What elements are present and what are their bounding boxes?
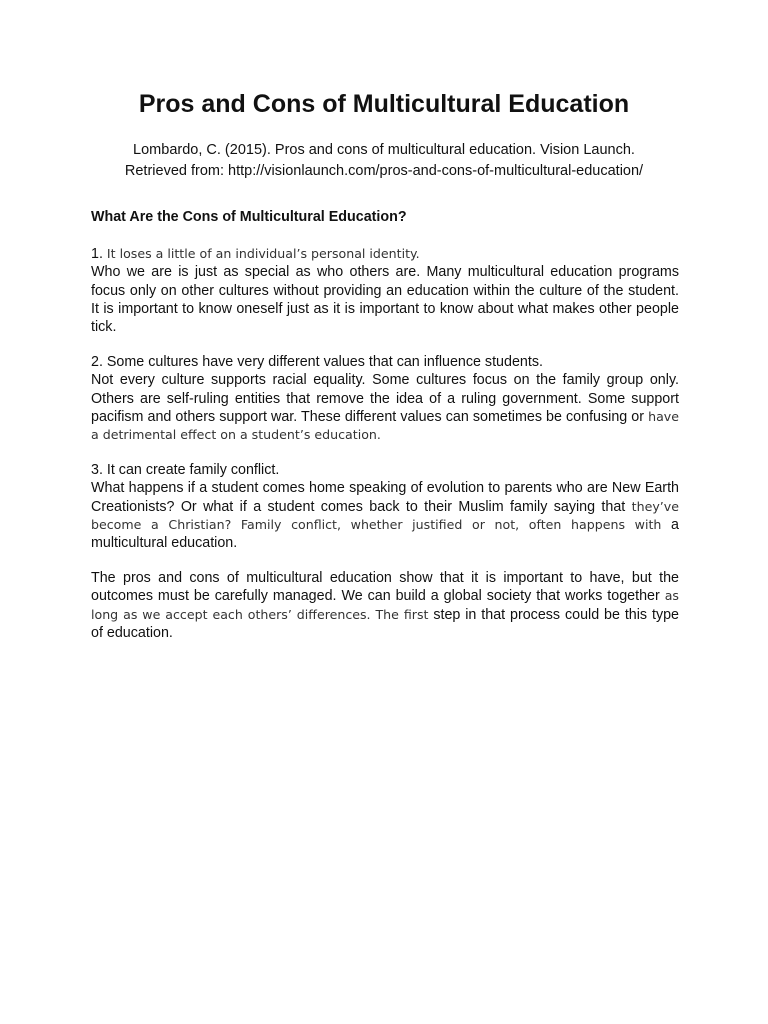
document-title: Pros and Cons of Multicultural Education	[138, 90, 630, 118]
document-body	[91, 208, 679, 659]
conclusion-part3: step in that process could be this type of education.	[91, 606, 679, 641]
point-3-body	[91, 479, 679, 552]
point-2-title: 2. Some cultures have very different values that can influence students.	[91, 354, 543, 371]
point-3-body-part1: What happens if a student comes home speaking of evolution to parents who are New Earth Creationists? Or what if a student comes back to their Muslim family saying that	[91, 480, 679, 515]
point-3-body-part3: a multicultural education.	[91, 516, 679, 552]
point-2-body-part2: have a detrimental effect on a student’s education.	[91, 408, 679, 443]
citation	[0, 140, 768, 182]
conclusion-part1: The pros and cons of multicultural education show that it is important to have, but the outcomes must be carefully managed. We can build a global society that works together	[91, 570, 679, 605]
conclusion	[91, 569, 679, 642]
point-2	[91, 353, 679, 444]
point-1-body: Who we are is just as special as who others are. Many multicultural education programs focus only on other cultures without providing an education within the culture of the student. It is important to know oneself just as it is important to know about what makes other people tick.	[91, 264, 679, 336]
conclusion-part2: as long as we accept each others’ differences. The first	[91, 588, 679, 622]
point-2-body-part1: Not every culture supports racial equality. Some cultures focus on the family group only. Others are self-ruling entities that remove the idea of a ruling government. Some support pacifism and others support war. These different values can sometimes be confusing or	[91, 372, 679, 425]
point-1-title-text: It loses a little of an individual’s personal identity.	[106, 246, 420, 262]
conclusion-text	[91, 569, 679, 642]
point-1	[91, 245, 679, 336]
point-1-number: 1.	[91, 246, 103, 263]
point-3-title: 3. It can create family conflict.	[91, 462, 280, 479]
point-1-title	[91, 245, 679, 263]
point-2-body	[91, 371, 679, 444]
citation-line-1: Lombardo, C. (2015). Pros and cons of multicultural education. Vision Launch.	[133, 142, 635, 158]
section-heading: What Are the Cons of Multicultural Education?	[91, 209, 407, 225]
citation-line-2: Retrieved from: http://visionlaunch.com/pros-and-cons-of-multicultural-education/	[124, 163, 644, 179]
point-3	[91, 461, 679, 552]
point-3-body-part2: they’ve become a Christian? Family conflict, whether justified or not, often happens with	[91, 498, 679, 532]
